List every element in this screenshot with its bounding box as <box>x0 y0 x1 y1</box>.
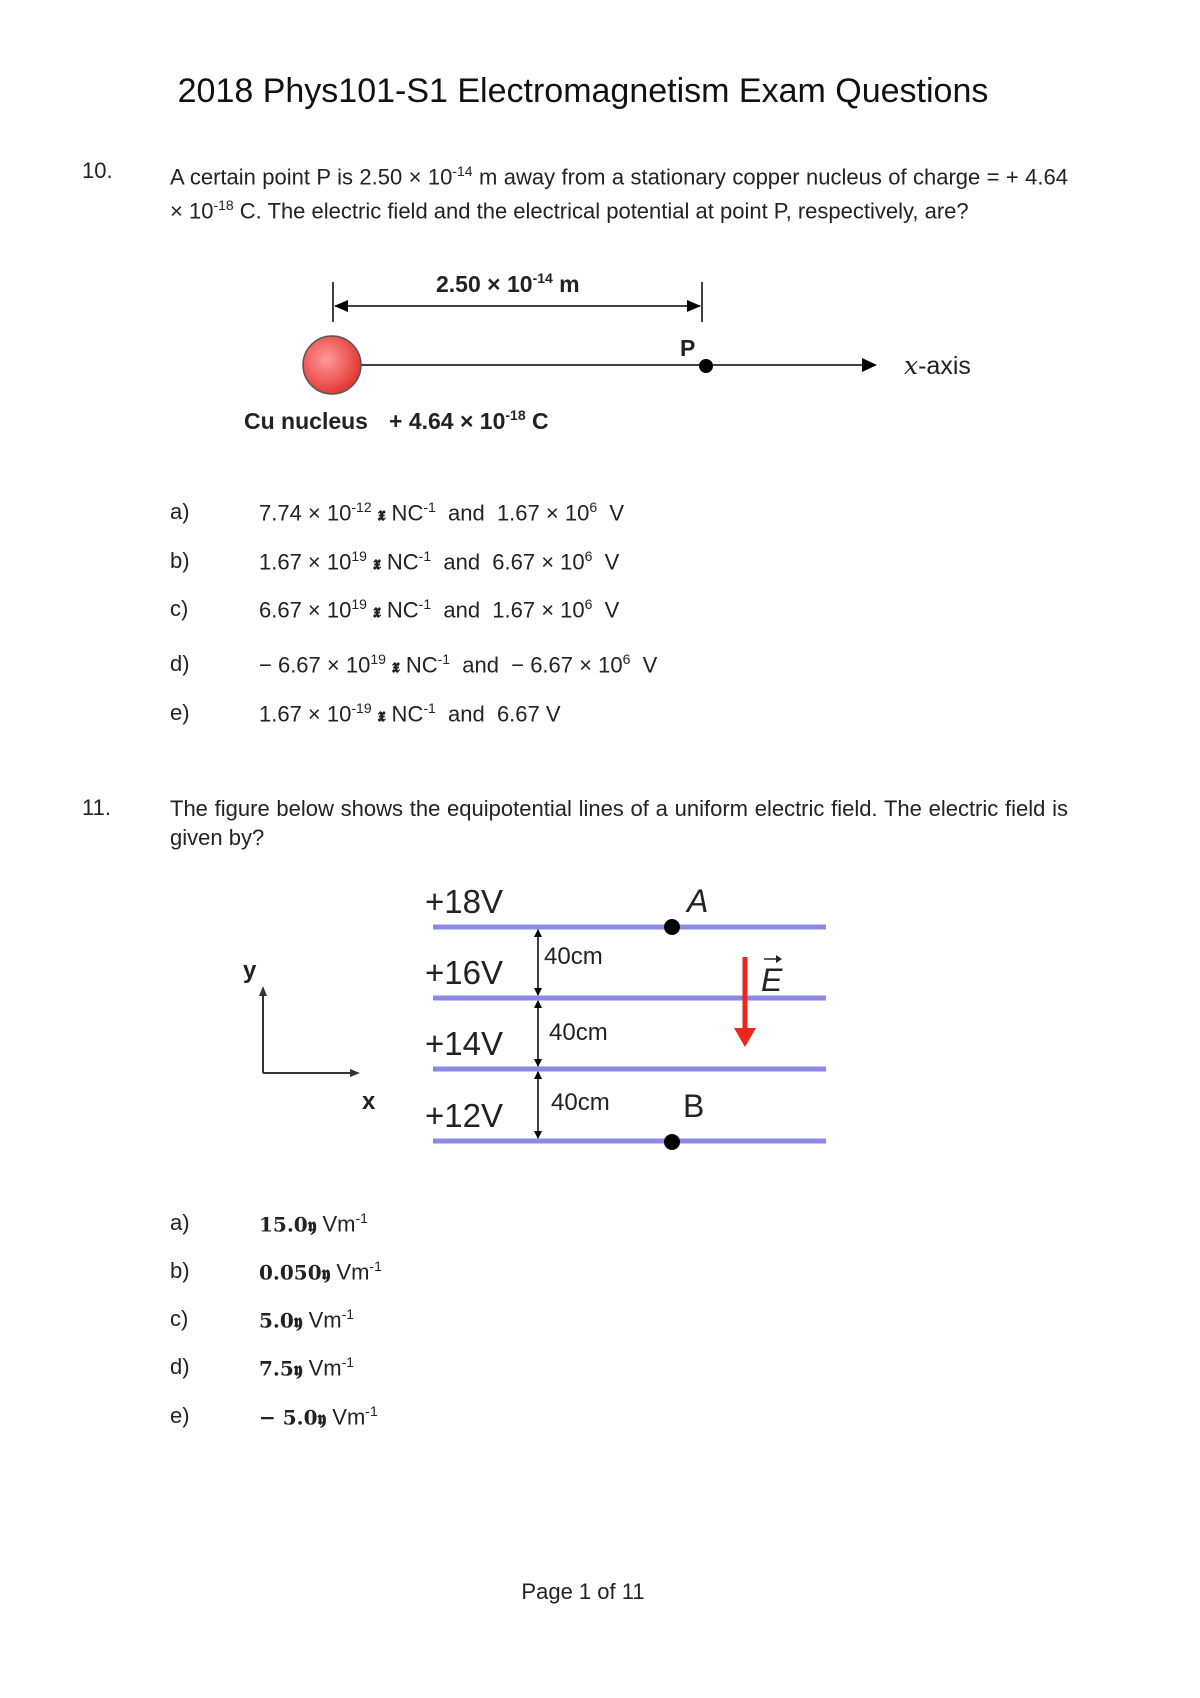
point-a-label: A <box>687 883 709 919</box>
field-label: E <box>761 962 783 998</box>
q10-option-d[interactable]: − $6.67 \times 10^{19}$ 𝖝 $NC^{-1}$ and − $6.67 \times 10^6$ V <box>259 651 658 678</box>
q10-option-a[interactable]: $7.74 \times 10^{-12}$ 𝖝 $NC^{-1}$ and $1.67 \times 10^6$ V <box>259 499 625 526</box>
q10-option-e[interactable]: $1.67 \times 10^{-19}$ 𝖝 $NC^{-1}$ and 6.67 V <box>259 700 561 727</box>
spacing-label-2: 40cm <box>549 1019 608 1046</box>
x-axis-label: x <box>362 1088 376 1115</box>
q11-option-c-label: c) <box>170 1306 189 1331</box>
q11-option-a[interactable]: 15.0𝖞 $Vm^{-1}$ <box>259 1210 368 1237</box>
xy-axes <box>263 992 353 1073</box>
q10-option-b[interactable]: $1.67 \times 10^{19}$ 𝖝 $NC^{-1}$ and $6.67 \times 10^6$ V <box>259 548 620 575</box>
question-10-number: 10. <box>82 158 113 183</box>
question-11-number: 11. <box>82 795 111 820</box>
q10-option-a-label: a) <box>170 499 190 524</box>
question-10-text: A certain point P is $2.50 \times 10^{-14}$ m away from a stationary copper nucleus of charge = + $4.64 \times 10^{-18}$ C. The electric field and the electrical potential at point P, respectively, are? <box>170 163 1068 224</box>
x-axis-arrowhead <box>350 1069 360 1077</box>
charge-label: + $4.64 \times 10^{-18}$ C <box>389 407 549 434</box>
q11-option-e-label: e) <box>170 1403 190 1428</box>
q11-option-d[interactable]: 7.5𝖞 $Vm^{-1}$ <box>259 1354 355 1381</box>
q11-option-b-label: b) <box>170 1258 190 1283</box>
point-b-dot <box>664 1134 680 1150</box>
potential-label-16: +16V <box>425 954 503 991</box>
q10-option-c-label: c) <box>170 596 189 621</box>
q11-option-c[interactable]: 5.0𝖞 $Vm^{-1}$ <box>259 1306 355 1333</box>
spacing-dimensions <box>534 929 542 1139</box>
q11-option-b[interactable]: 0.050𝖞 $Vm^{-1}$ <box>259 1258 382 1285</box>
point-a-dot <box>664 919 680 935</box>
q10-figure <box>0 255 1200 445</box>
q11-option-a-label: a) <box>170 1210 190 1235</box>
question-11-text: The figure below shows the equipotential lines of a uniform electric field. The electric field is given by? <box>170 796 1068 850</box>
q10-option-c[interactable]: $6.67 \times 10^{19}$ 𝖝 $NC^{-1}$ and $1.67 \times 10^6$ V <box>259 596 620 623</box>
page-title: 2018 Phys101-S1 Electromagnetism Exam Questions <box>177 72 989 110</box>
q10-option-d-label: d) <box>170 651 190 676</box>
potential-label-14: +14V <box>425 1025 503 1062</box>
spacing-label-1: 40cm <box>544 943 603 970</box>
distance-label: $2.50 \times 10^{-14}$ m <box>436 270 580 297</box>
x-axis-arrowhead <box>862 358 877 372</box>
electric-field-arrow <box>734 957 756 1047</box>
nucleus-label: Cu nucleus <box>244 408 368 434</box>
q10-option-e-label: e) <box>170 700 190 725</box>
q11-figure <box>0 880 1200 1160</box>
q11-option-e[interactable]: − 5.0𝖞 $Vm^{-1}$ <box>259 1403 378 1430</box>
point-p-dot <box>699 359 713 373</box>
page-footer: Page 1 of 11 <box>521 1579 645 1604</box>
cu-nucleus <box>303 336 361 394</box>
potential-label-18: +18V <box>425 883 503 920</box>
spacing-label-3: 40cm <box>551 1089 610 1116</box>
point-p-label: P <box>680 335 696 361</box>
q11-option-d-label: d) <box>170 1354 190 1379</box>
y-axis-label: y <box>243 957 257 984</box>
potential-label-12: +12V <box>425 1097 503 1134</box>
y-axis-arrowhead <box>259 986 267 996</box>
x-axis-label: x-axis <box>904 351 971 380</box>
point-b-label: B <box>683 1088 705 1124</box>
q10-option-b-label: b) <box>170 548 190 573</box>
